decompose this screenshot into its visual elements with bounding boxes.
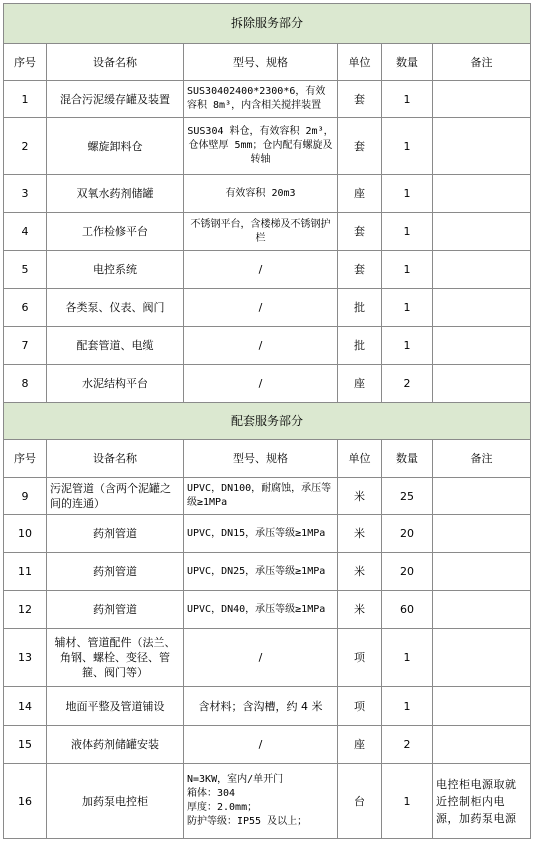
row-qty: 1: [382, 289, 433, 327]
row-no: 16: [4, 764, 47, 839]
row-name: 药剂管道: [47, 553, 184, 591]
row-spec: /: [184, 726, 338, 764]
row-name: 混合污泥缓存罐及装置: [47, 81, 184, 118]
row-qty: 20: [382, 515, 433, 553]
header-unit: 单位: [338, 44, 382, 81]
row-note: [433, 726, 531, 764]
table-row: [4, 289, 531, 327]
row-qty: 1: [382, 118, 433, 175]
header-no: 序号: [4, 440, 47, 478]
row-name: 螺旋卸料仓: [47, 118, 184, 175]
row-spec: 不锈钢平台，含楼梯及不锈钢护栏: [184, 213, 338, 251]
row-spec: N=3KW，室内/单开门 箱体：304 厚度：2.0mm； 防护等级：IP55 及以上；: [184, 764, 338, 839]
row-note: [433, 175, 531, 213]
row-qty: 1: [382, 251, 433, 289]
row-no: 5: [4, 251, 47, 289]
row-name: 水泥结构平台: [47, 365, 184, 403]
table-row: [4, 553, 531, 591]
header-unit: 单位: [338, 440, 382, 478]
row-unit: 套: [338, 118, 382, 175]
row-note: [433, 327, 531, 365]
row-spec: /: [184, 327, 338, 365]
row-no: 14: [4, 687, 47, 726]
row-qty: 1: [382, 764, 433, 839]
row-note: [433, 81, 531, 118]
header-qty: 数量: [382, 440, 433, 478]
row-name: 工作检修平台: [47, 213, 184, 251]
row-spec: /: [184, 629, 338, 687]
header-name: 设备名称: [47, 440, 184, 478]
table-row: [4, 629, 531, 687]
row-qty: 60: [382, 591, 433, 629]
table-row: [4, 365, 531, 403]
row-spec: /: [184, 289, 338, 327]
row-note: [433, 687, 531, 726]
row-spec: /: [184, 251, 338, 289]
table-row: [4, 175, 531, 213]
row-spec: UPVC，DN100，耐腐蚀，承压等级≥1MPa: [184, 478, 338, 515]
table-row: [4, 327, 531, 365]
row-no: 15: [4, 726, 47, 764]
row-unit: 米: [338, 591, 382, 629]
header-spec: 型号、规格: [184, 44, 338, 81]
row-no: 2: [4, 118, 47, 175]
header-qty: 数量: [382, 44, 433, 81]
row-unit: 套: [338, 81, 382, 118]
header-note: 备注: [433, 44, 531, 81]
header-spec: 型号、规格: [184, 440, 338, 478]
equipment-table: [3, 3, 531, 839]
row-no: 12: [4, 591, 47, 629]
row-name: 药剂管道: [47, 515, 184, 553]
row-spec: UPVC，DN40，承压等级≥1MPa: [184, 591, 338, 629]
table-row: [4, 478, 531, 515]
row-spec: /: [184, 365, 338, 403]
row-qty: 2: [382, 365, 433, 403]
table-row: [4, 515, 531, 553]
row-unit: 套: [338, 251, 382, 289]
row-qty: 1: [382, 175, 433, 213]
row-no: 1: [4, 81, 47, 118]
table-row: [4, 726, 531, 764]
row-note: [433, 591, 531, 629]
table-row: [4, 118, 531, 175]
row-qty: 1: [382, 81, 433, 118]
row-qty: 1: [382, 213, 433, 251]
row-no: 7: [4, 327, 47, 365]
row-note: [433, 553, 531, 591]
row-unit: 座: [338, 175, 382, 213]
row-unit: 座: [338, 365, 382, 403]
section-title: 拆除服务部分: [4, 4, 531, 44]
row-qty: 25: [382, 478, 433, 515]
row-name: 地面平整及管道铺设: [47, 687, 184, 726]
row-qty: 1: [382, 327, 433, 365]
row-note: [433, 515, 531, 553]
row-spec: UPVC，DN25，承压等级≥1MPa: [184, 553, 338, 591]
row-qty: 1: [382, 629, 433, 687]
row-unit: 米: [338, 515, 382, 553]
row-spec: UPVC，DN15，承压等级≥1MPa: [184, 515, 338, 553]
row-note: [433, 251, 531, 289]
table-row: [4, 764, 531, 839]
header-name: 设备名称: [47, 44, 184, 81]
row-spec: 有效容积 20m3: [184, 175, 338, 213]
row-note: [433, 365, 531, 403]
row-note: [433, 478, 531, 515]
row-note: [433, 118, 531, 175]
table-row: [4, 687, 531, 726]
table-row: [4, 251, 531, 289]
row-name: 双氧水药剂储罐: [47, 175, 184, 213]
row-qty: 2: [382, 726, 433, 764]
row-unit: 座: [338, 726, 382, 764]
row-unit: 米: [338, 553, 382, 591]
row-unit: 项: [338, 687, 382, 726]
row-no: 6: [4, 289, 47, 327]
row-unit: 米: [338, 478, 382, 515]
row-name: 电控系统: [47, 251, 184, 289]
row-no: 9: [4, 478, 47, 515]
row-note: 电控柜电源取就近控制柜内电源，加药泵电源: [433, 764, 531, 839]
row-note: [433, 213, 531, 251]
row-no: 3: [4, 175, 47, 213]
row-note: [433, 289, 531, 327]
row-unit: 套: [338, 213, 382, 251]
row-no: 4: [4, 213, 47, 251]
row-no: 11: [4, 553, 47, 591]
row-note: [433, 629, 531, 687]
row-unit: 项: [338, 629, 382, 687]
row-no: 10: [4, 515, 47, 553]
row-name: 辅材、管道配件（法兰、角钢、螺栓、变径、管箍、阀门等）: [47, 629, 184, 687]
table-row: [4, 213, 531, 251]
row-name: 加药泵电控柜: [47, 764, 184, 839]
table-row: [4, 81, 531, 118]
row-unit: 台: [338, 764, 382, 839]
row-spec: 含材料；含沟槽，约 4 米: [184, 687, 338, 726]
row-name: 配套管道、电缆: [47, 327, 184, 365]
row-unit: 批: [338, 289, 382, 327]
row-unit: 批: [338, 327, 382, 365]
row-name: 各类泵、仪表、阀门: [47, 289, 184, 327]
row-name: 液体药剂储罐安装: [47, 726, 184, 764]
section-title: 配套服务部分: [4, 403, 531, 440]
row-name: 药剂管道: [47, 591, 184, 629]
header-no: 序号: [4, 44, 47, 81]
row-name: 污泥管道（含两个泥罐之间的连通）: [47, 478, 184, 515]
header-note: 备注: [433, 440, 531, 478]
row-spec: SUS30402400*2300*6，有效容积 8m³，内含相关搅拌装置: [184, 81, 338, 118]
row-qty: 1: [382, 687, 433, 726]
row-qty: 20: [382, 553, 433, 591]
table-row: [4, 591, 531, 629]
row-no: 8: [4, 365, 47, 403]
row-no: 13: [4, 629, 47, 687]
row-spec: SUS304 料仓，有效容积 2m³，仓体壁厚 5mm；仓内配有螺旋及转轴: [184, 118, 338, 175]
